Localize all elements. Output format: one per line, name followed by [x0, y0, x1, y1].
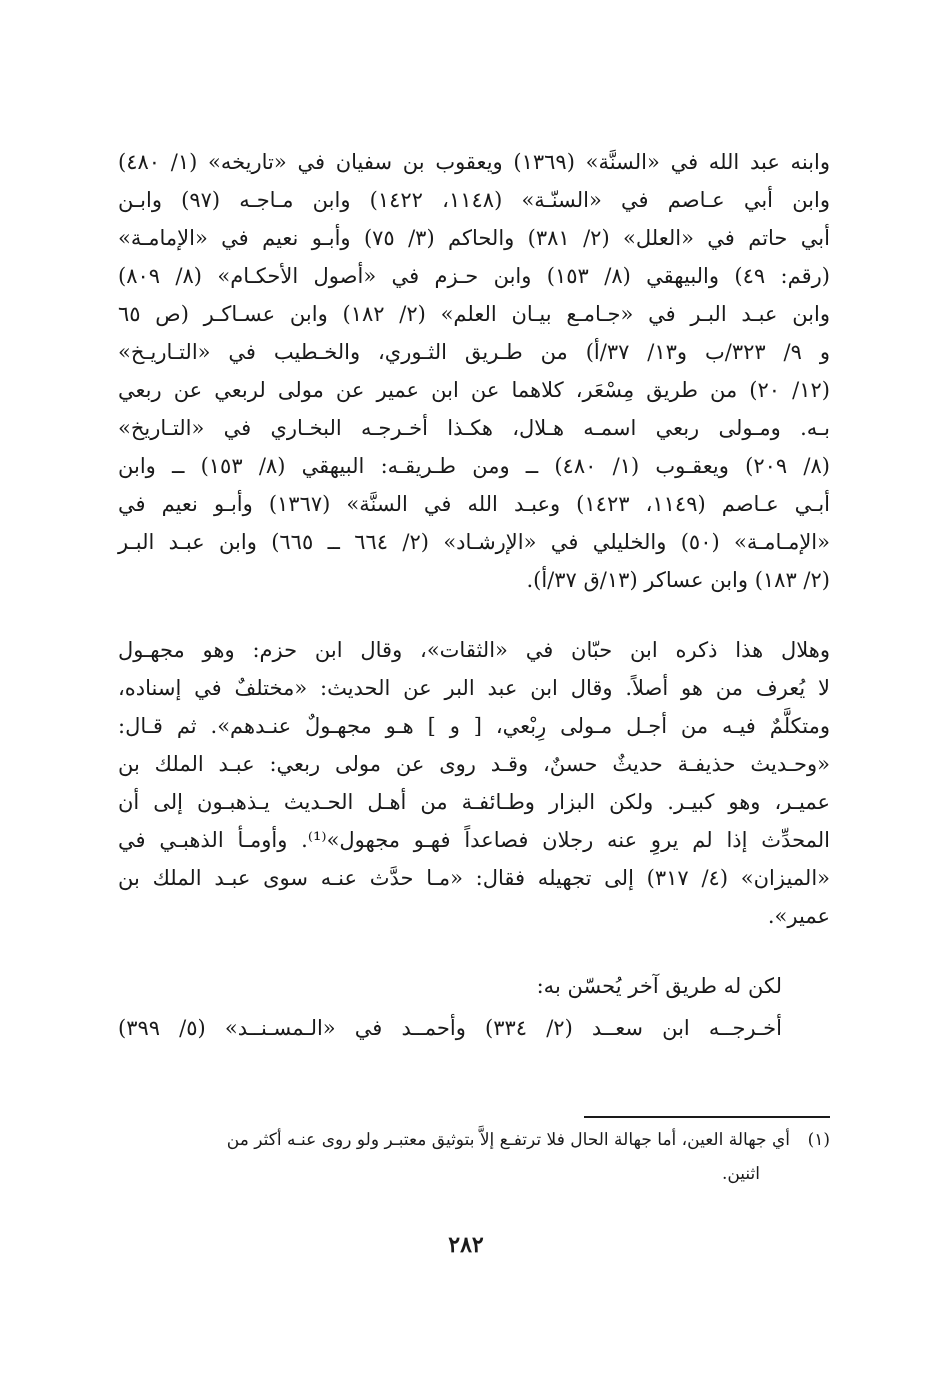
page-number: ٢٨٢ — [448, 1232, 484, 1258]
text-line: «الإمـامـة» (٥٠) والخليلي في «الإرشـاد» (٢/ ٦٦٤ ــ ٦٦٥) وابن عبـد البـر — [118, 530, 830, 554]
text-line: و ٩/ ٣٢٣/ب و١٣/ ٣٧/أ) من طـريق الثـوري، والخـطيب في «التـاريـخ» — [118, 340, 830, 364]
text-line: وابن أبي عـاصم في «السنّـة» (١١٤٨، ١٤٢٢) وابن مـاجـه (٩٧) وابـن — [118, 188, 831, 212]
text-line: المحدِّث إذا لم يروِ عنه رجلان فصاعداً فهـو مجهول»⁽¹⁾. وأومـأ الذهبـي في — [118, 828, 830, 852]
text-line: (٨/ ٢٠٩) ويعقـوب (١/ ٤٨٠) ــ ومن طـريقـه: البيهقي (٨/ ١٥٣) ــ وابن — [118, 454, 830, 478]
text-line: (١٢/ ٢٠) من طريق مِسْعَر، كلاهما عن ابن عمير عن مولى لربعي عن ربعي — [118, 378, 830, 402]
text-line: عميـر، وهو كبيـر. ولكن البزار وطـائفـة من أهـل الحـديث يـذهبـون إلى أن — [118, 790, 830, 814]
text-line: أبي حاتم في «العلل» (٢/ ٣٨١) والحاكم (٣/ ٧٥) وأبـو نعيم في «الإمامـة» — [118, 226, 830, 250]
text-line: أخـرجــه ابن سعــد (٢/ ٣٣٤) وأحمــد في «الـمسـنــد» (٥/ ٣٩٩) — [118, 1016, 782, 1040]
text-line: وابنه عبد الله في «السنَّة» (١٣٦٩) ويعقوب بن سفيان في «تاريخه» (١/ ٤٨٠) — [118, 150, 830, 174]
text-line: وابن عبـد البـر في «جـامـع بيـان العلم» (٢/ ١٨٢) وابن عسـاكـر (ص ٦٥ — [118, 302, 830, 326]
text-line: لكن له طريق آخر يُحسّن به: — [536, 974, 782, 998]
text-line: عمير». — [767, 904, 830, 928]
text-line: «الميزان» (٤/ ٣١٧) إلى تجهيله فقال: «مـا حدَّث عنـه سوى عبـد الملك بن — [118, 866, 830, 890]
text-line: (٢/ ١٨٣) وابن عساكر (١٣/ق ٣٧/أ). — [526, 568, 830, 592]
footnote — [118, 1126, 830, 1154]
text-line: بـه. ومـولى ربعي اسمـه هـلال، هكـذا أخـرجـه البخـاري في «التـاريخ» — [118, 416, 830, 440]
footnote-divider — [584, 1116, 830, 1118]
footnote-number: (١) — [807, 1130, 830, 1150]
text-line: وهلال هذا ذكره ابن حبّان في «الثقات»، وقال ابن حزم: وهو مجهـول — [118, 638, 830, 662]
text-line: «وحـديث حذيفـة حديثٌ حسنٌ، وقـد روى عن مولى ربعي: عبـد الملك بن — [118, 752, 830, 776]
text-line: (رقم: ٤٩) والبيهقي (٨/ ١٥٣) وابن حـزم في «أصول الأحكـام» (٨/ ٨٠٩) — [118, 264, 830, 288]
text-line: ومتكلَّمٌ فيـه من أجـل مـولى رِبْعي، [ و ] هـو مجهـولٌ عنـدهم». ثم قـال: — [118, 714, 830, 738]
footnote-text: اثنين. — [721, 1164, 760, 1184]
text-line: أبـي عـاصم (١١٤٩، ١٤٢٣) وعبـد الله في السنَّة» (١٣٦٧) وأبـو نعيم في — [118, 492, 831, 516]
footnote-text: أي جهالة العين، أما جهالة الحال فلا ترتفـع إلاَّ بتوثيق معتبـر ولو روى عنـه أكثر من — [226, 1130, 790, 1150]
text-line: لا يُعرف من هو أصلاً. وقال ابن عبد البر عن الحديث: «مختلفٌ في إسناده، — [118, 676, 830, 700]
